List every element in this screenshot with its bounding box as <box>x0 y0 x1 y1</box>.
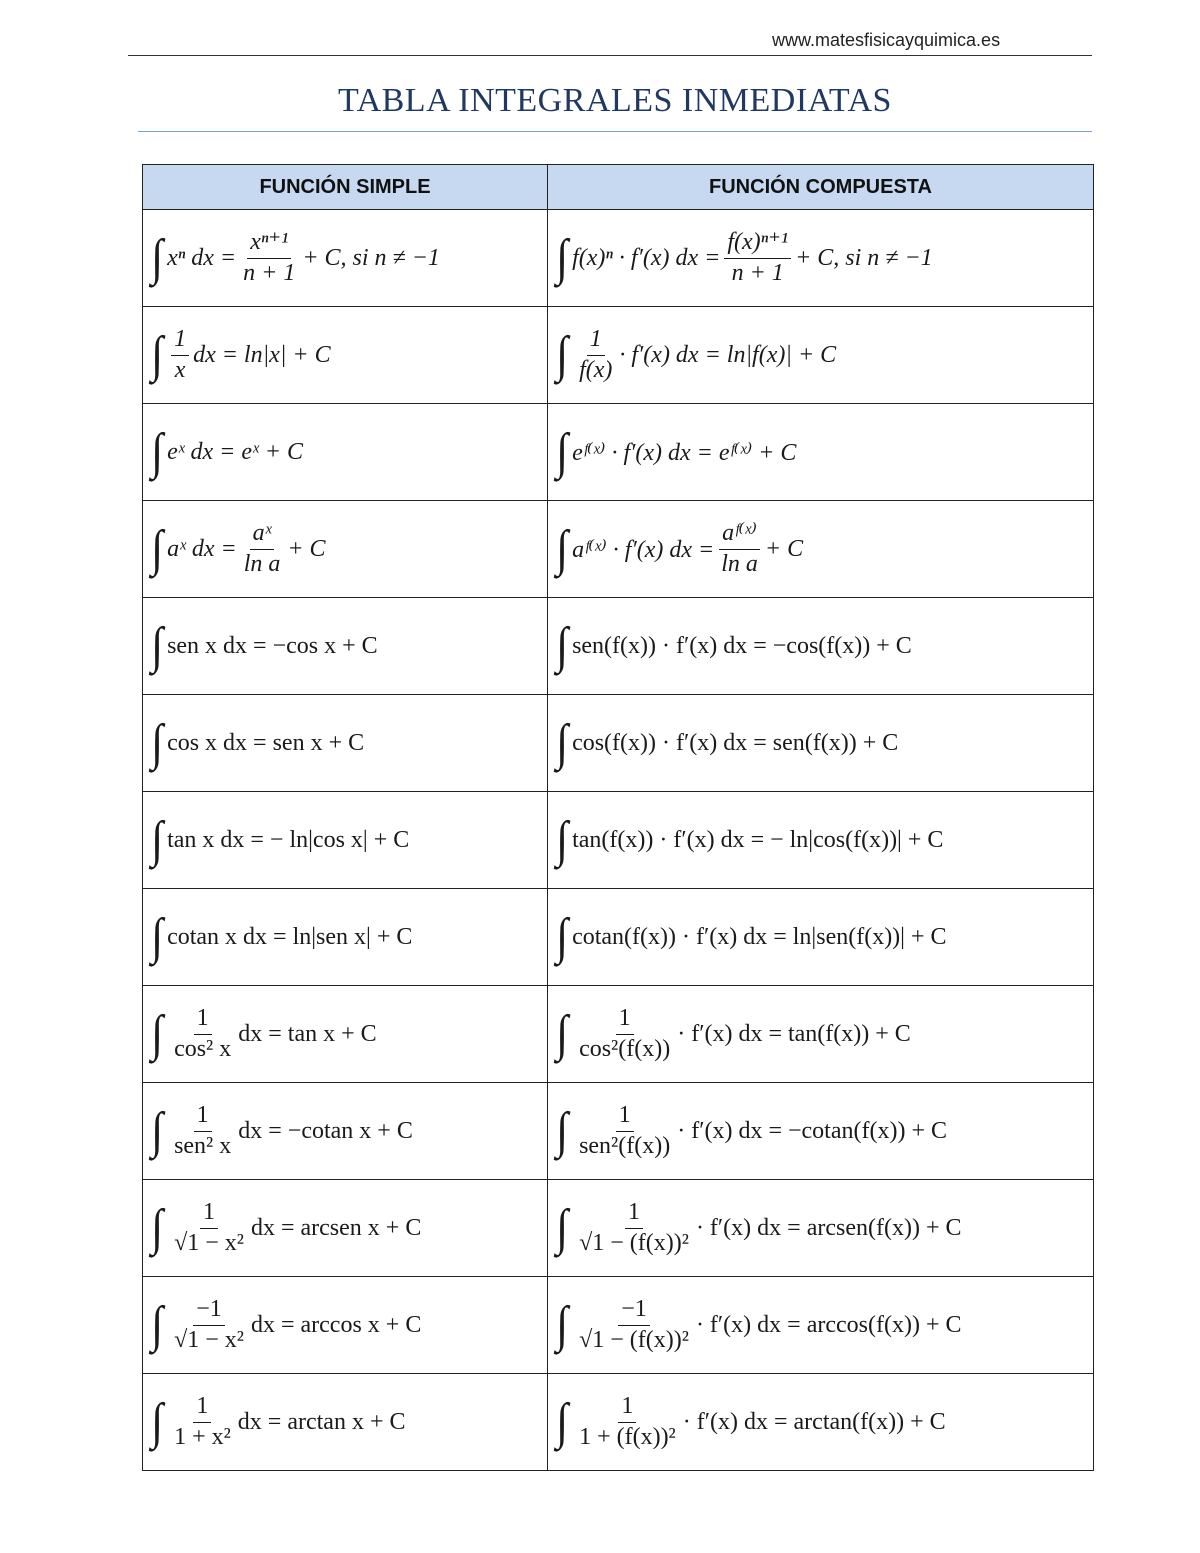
integral-sign-icon: ∫ <box>556 1296 569 1353</box>
fraction: $\frac{1}{\text{sen² x}}$ <box>174 1101 232 1159</box>
integral-sign-icon: ∫ <box>151 326 164 383</box>
formula-compuesta: ∫ aᶠ⁽ˣ⁾ · f′(x) dx = $\frac{\text{aᶠ⁽ˣ⁾}}{\text{ln a}}$ + C <box>548 501 1094 598</box>
integral-sign-icon: ∫ <box>151 1005 164 1062</box>
fraction: $\frac{1}{\text{cos² x}}$ <box>174 1004 232 1062</box>
formula-simple: ∫ cos x dx = sen x + C <box>143 695 548 792</box>
integral-sign-icon: ∫ <box>556 1199 569 1256</box>
table-row <box>143 1083 1094 1180</box>
integral-sign-icon: ∫ <box>151 1393 164 1450</box>
formula-compuesta: ∫ $\frac{1}{\text{1 + (f(x))²}}$ · f′(x) dx = arctan(f(x)) + C <box>548 1374 1094 1471</box>
integral-sign-icon: ∫ <box>556 908 569 965</box>
integral-sign-icon: ∫ <box>151 1296 164 1353</box>
integral-sign-icon: ∫ <box>151 423 164 480</box>
formula-compuesta: ∫ cos(f(x)) · f′(x) dx = sen(f(x)) + C <box>548 695 1094 792</box>
column-header-compuesta: FUNCIÓN COMPUESTA <box>548 165 1094 210</box>
fraction: $\frac{1}{\text{√1 − x²}}$ <box>174 1198 244 1256</box>
integral-sign-icon: ∫ <box>556 423 569 480</box>
formula-compuesta: ∫ $\frac{1}{f(x)}$ · f′(x) dx = ln|f(x)| + C <box>548 307 1094 404</box>
formula-compuesta: ∫ tan(f(x)) · f′(x) dx = − ln|cos(f(x))| + C <box>548 792 1094 889</box>
integral-sign-icon: ∫ <box>556 714 569 771</box>
integral-sign-icon: ∫ <box>151 1102 164 1159</box>
formula-compuesta: ∫ sen(f(x)) · f′(x) dx = −cos(f(x)) + C <box>548 598 1094 695</box>
formula-simple: ∫ aˣ dx = $\frac{\text{aˣ}}{\text{ln a}}$ + C <box>143 501 548 598</box>
table-row <box>143 404 1094 501</box>
formula-compuesta: ∫ eᶠ⁽ˣ⁾ · f′(x) dx = eᶠ⁽ˣ⁾ + C <box>548 404 1094 501</box>
column-header-simple: FUNCIÓN SIMPLE <box>143 165 548 210</box>
table-row <box>143 501 1094 598</box>
table-row <box>143 1374 1094 1471</box>
formula-simple: ∫ $\frac{1}{\text{sen² x}}$ dx = −cotan x + C <box>143 1083 548 1180</box>
table-row <box>143 1180 1094 1277</box>
fraction: $\frac{\text{xⁿ⁺¹}}{n + 1}$ <box>243 228 296 286</box>
table-row <box>143 792 1094 889</box>
formula-compuesta: ∫ cotan(f(x)) · f′(x) dx = ln|sen(f(x))| + C <box>548 889 1094 986</box>
integral-sign-icon: ∫ <box>151 908 164 965</box>
fraction: $\frac{1}{\text{sen²(f(x))}}$ <box>579 1101 671 1159</box>
formula-simple: ∫ sen x dx = −cos x + C <box>143 598 548 695</box>
title-underline <box>138 131 1092 132</box>
integral-sign-icon: ∫ <box>556 1393 569 1450</box>
formula-simple: ∫ $\frac{1}{x}$ dx = ln|x| + C <box>143 307 548 404</box>
formula-simple: ∫ xⁿ dx = $\frac{\text{xⁿ⁺¹}}{n + 1}$ + C, si n ≠ −1 <box>143 210 548 307</box>
integral-sign-icon: ∫ <box>151 1199 164 1256</box>
integral-sign-icon: ∫ <box>556 520 569 577</box>
integral-sign-icon: ∫ <box>556 1005 569 1062</box>
fraction: $\frac{1}{\text{cos²(f(x))}}$ <box>579 1004 671 1062</box>
fraction: $\frac{\text{f(x)ⁿ⁺¹}}{n + 1}$ <box>724 229 791 287</box>
formula-simple: ∫ $\frac{1}{\text{cos² x}}$ dx = tan x + C <box>143 986 548 1083</box>
formula-simple: ∫ $\frac{-1}{\text{√1 − x²}}$ dx = arccos x + C <box>143 1277 548 1374</box>
table-header-row <box>143 165 1094 210</box>
table-row <box>143 986 1094 1083</box>
formula-simple: ∫ $\frac{1}{\text{√1 − x²}}$ dx = arcsen x + C <box>143 1180 548 1277</box>
formula-compuesta: ∫ $\frac{1}{\text{cos²(f(x))}}$ · f′(x) dx = tan(f(x)) + C <box>548 986 1094 1083</box>
integral-sign-icon: ∫ <box>151 520 164 577</box>
header-rule <box>128 55 1092 56</box>
integral-sign-icon: ∫ <box>151 714 164 771</box>
integral-sign-icon: ∫ <box>556 811 569 868</box>
formula-compuesta: ∫ $\frac{1}{\text{√1 − (f(x))²}}$ · f′(x) dx = arcsen(f(x)) + C <box>548 1180 1094 1277</box>
integral-sign-icon: ∫ <box>556 617 569 674</box>
fraction: $\frac{-1}{\text{√1 − x²}}$ <box>174 1295 244 1353</box>
formula-simple: ∫ cotan x dx = ln|sen x| + C <box>143 889 548 986</box>
site-url: www.matesfisicayquimica.es <box>772 30 1001 50</box>
table-row <box>143 1277 1094 1374</box>
table-row <box>143 889 1094 986</box>
fraction: $\frac{1}{x}$ <box>171 326 189 384</box>
integral-sign-icon: ∫ <box>151 811 164 868</box>
formula-compuesta: ∫ $\frac{-1}{\text{√1 − (f(x))²}}$ · f′(x) dx = arccos(f(x)) + C <box>548 1277 1094 1374</box>
page-title: TABLA INTEGRALES INMEDIATAS <box>338 82 892 119</box>
fraction: $\frac{1}{\text{√1 − (f(x))²}}$ <box>579 1198 689 1256</box>
integral-sign-icon: ∫ <box>556 326 569 383</box>
formula-simple: ∫ $\frac{1}{\text{1 + x²}}$ dx = arctan x + C <box>143 1374 548 1471</box>
formula-simple: ∫ tan x dx = − ln|cos x| + C <box>143 792 548 889</box>
fraction: $\frac{\text{aˣ}}{\text{ln a}}$ <box>243 519 281 577</box>
fraction: $\frac{-1}{\text{√1 − (f(x))²}}$ <box>579 1295 689 1353</box>
fraction: $\frac{1}{\text{1 + (f(x))²}}$ <box>579 1392 676 1450</box>
fraction: $\frac{1}{\text{1 + x²}}$ <box>174 1392 231 1450</box>
formula-compuesta: ∫ f(x)ⁿ · f′(x) dx = $\frac{\text{f(x)ⁿ⁺¹}}{n + 1}$ + C, si n ≠ −1 <box>548 210 1094 307</box>
integral-sign-icon: ∫ <box>151 617 164 674</box>
table-row <box>143 307 1094 404</box>
fraction: $\frac{1}{f(x)}$ <box>579 325 613 383</box>
integrals-table <box>142 164 1094 1471</box>
table-row <box>143 210 1094 307</box>
table-row <box>143 598 1094 695</box>
integral-sign-icon: ∫ <box>556 229 569 286</box>
integral-sign-icon: ∫ <box>151 229 164 286</box>
formula-compuesta: ∫ $\frac{1}{\text{sen²(f(x))}}$ · f′(x) dx = −cotan(f(x)) + C <box>548 1083 1094 1180</box>
integral-sign-icon: ∫ <box>556 1102 569 1159</box>
fraction: $\frac{\text{aᶠ⁽ˣ⁾}}{\text{ln a}}$ <box>718 520 761 578</box>
formula-simple: ∫ eˣ dx = eˣ + C <box>143 404 548 501</box>
table-row <box>143 695 1094 792</box>
